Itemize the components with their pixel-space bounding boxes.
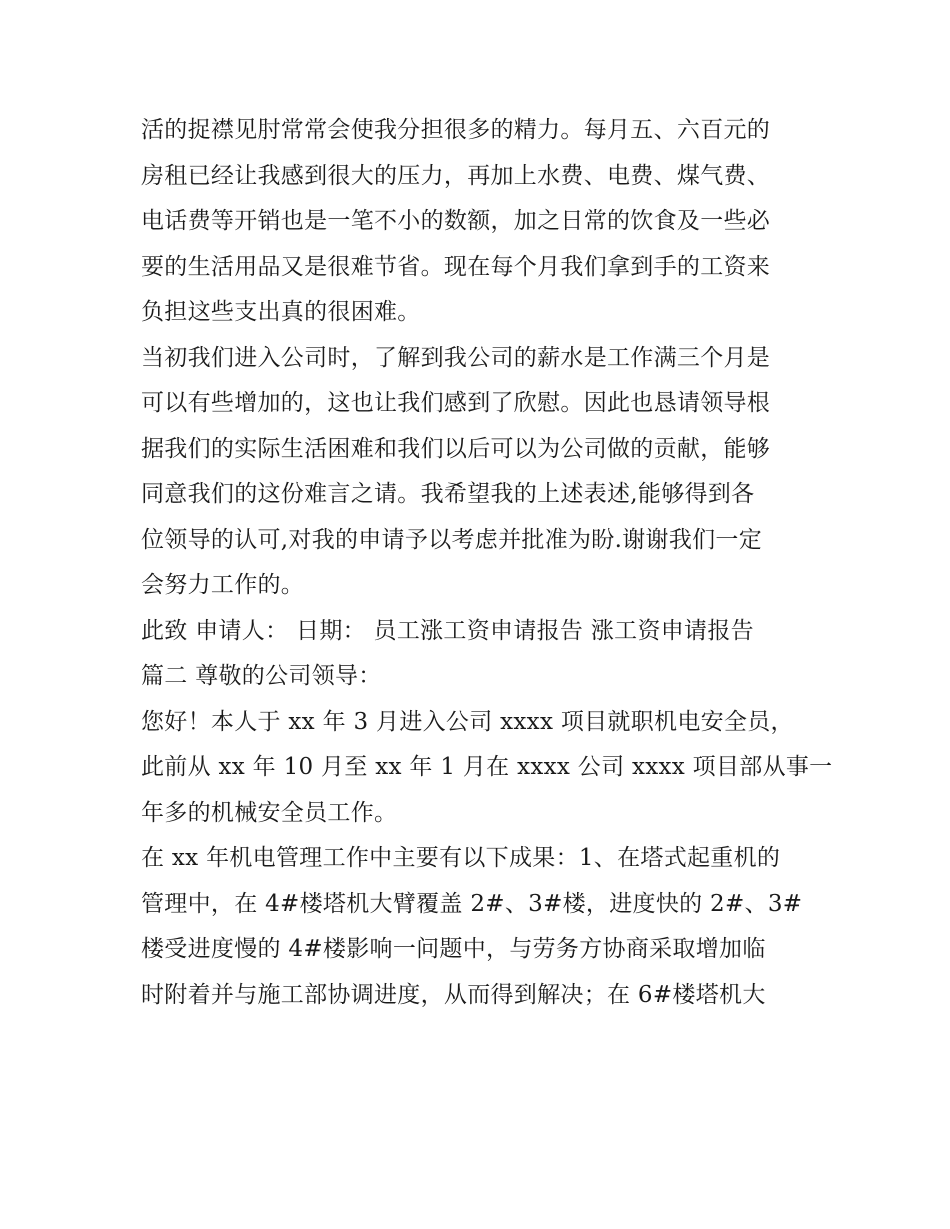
- paragraph-achievements: [141, 836, 816, 1018]
- text-line: 您好！本人于 xx 年 3 月进入公司 xxxx 项目就职机电安全员，: [141, 708, 794, 735]
- text-line: 位领导的认可,对我的申请予以考虑并批准为盼.谢谢我们一定: [141, 526, 763, 553]
- text-line: 会努力工作的。: [141, 572, 305, 598]
- text-line: 时附着并与施工部协调进度，从而得到解决；在 6#楼塔机大: [141, 981, 766, 1008]
- text-line: 同意我们的这份难言之请。我希望我的上述表述,能够得到各: [141, 481, 755, 507]
- paragraph-request: [141, 336, 816, 609]
- text-line: 在 xx 年机电管理工作中主要有以下成果：1、在塔式起重机的: [141, 845, 781, 871]
- paragraph-living-costs: [141, 108, 816, 336]
- text-line: 要的生活用品又是很难节省。现在每个月我们拿到手的工资来: [141, 253, 771, 280]
- text-line: 据我们的实际生活困难和我们以后可以为公司做的贡献，能够: [141, 435, 771, 462]
- paragraph-introduction: [141, 700, 833, 837]
- text-line: 管理中，在 4#楼塔机大臂覆盖 2#、3#楼，进度快的 2#、3#: [141, 890, 803, 917]
- text-line: 楼受进度慢的 4#楼影响一问题中，与劳务方协商采取增加临: [141, 936, 766, 962]
- text-line: 负担这些支出真的很困难。: [141, 299, 421, 325]
- text-line: 此前从 xx 年 10 月至 xx 年 1 月在 xxxx 公司 xxxx 项目部从事一: [141, 754, 833, 780]
- text-line: 年多的机械安全员工作。: [141, 799, 398, 826]
- text-line: 此致 申请人： 日期： 员工涨工资申请报告 涨工资申请报告: [141, 617, 754, 644]
- text-line: 房租已经让我感到很大的压力，再加上水费、电费、煤气费、: [141, 162, 771, 189]
- paragraph-closing-and-heading: [141, 609, 816, 700]
- text-line: 电话费等开销也是一笔不小的数额，加之日常的饮食及一些必: [141, 208, 771, 234]
- text-line: 活的捉襟见肘常常会使我分担很多的精力。每月五、六百元的: [141, 117, 771, 143]
- text-line: 篇二 尊敬的公司领导：: [141, 663, 382, 689]
- text-line: 可以有些增加的，这也让我们感到了欣慰。因此也恳请领导根: [141, 390, 771, 416]
- text-line: 当初我们进入公司时，了解到我公司的薪水是工作满三个月是: [141, 344, 771, 371]
- document-body: [141, 108, 833, 1018]
